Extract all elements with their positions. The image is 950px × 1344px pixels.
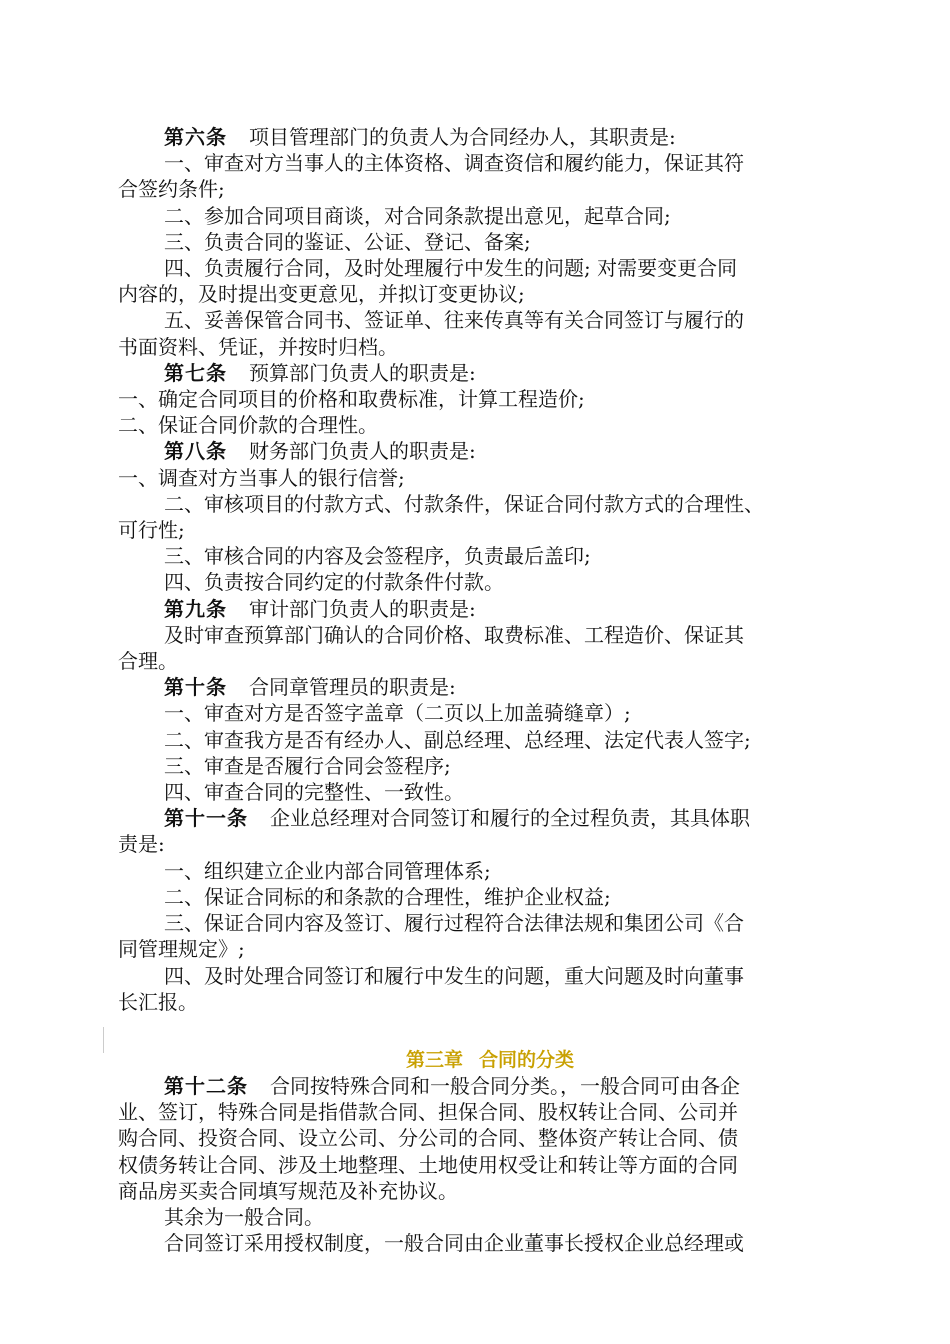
article-11-heading <box>118 805 858 831</box>
paragraph-line: 责是: <box>118 832 165 857</box>
paragraph-line: 一、组织建立企业内部合同管理体系; <box>164 858 491 883</box>
paragraph-line: 二、参加合同项目商谈，对合同条款提出意见，起草合同; <box>164 203 671 228</box>
article-intro: 合同章管理员的职责是: <box>249 675 456 700</box>
paragraph-line: 四、负责按合同约定的付款条件付款。 <box>164 570 504 595</box>
paragraph-line: 内容的，及时提出变更意见，并拟订变更协议; <box>118 282 525 307</box>
paragraph-line: 购合同、投资合同、设立公司、分公司的合同、整体资产转让合同、债 <box>118 1126 738 1151</box>
paragraph-line: 长汇报。 <box>118 989 198 1014</box>
chapter-number: 第三章 <box>405 1048 463 1071</box>
paragraph-line: 一、调查对方当事人的银行信誉; <box>118 465 405 490</box>
article-title: 第六条 <box>164 125 227 149</box>
paragraph-line: 二、保证合同价款的合理性。 <box>118 413 378 438</box>
article-intro: 合同按特殊合同和一般合同分类。，一般合同可由各企 <box>270 1073 740 1098</box>
article-8-heading <box>118 438 858 464</box>
article-title: 第八条 <box>164 439 227 464</box>
paragraph-line: 同管理规定》; <box>118 937 245 962</box>
article-7-heading <box>118 360 858 386</box>
article-title: 第十条 <box>164 675 227 700</box>
paragraph-line: 权债务转让合同、涉及土地整理、土地使用权受让和转让等方面的合同 <box>118 1152 738 1177</box>
paragraph-line: 一、审查对方当事人的主体资格、调查资信和履约能力，保证其符 <box>164 151 744 176</box>
margin-mark <box>103 1027 104 1053</box>
chapter-title: 合同的分类 <box>479 1048 575 1071</box>
paragraph-line: 三、负责合同的鉴证、公证、登记、备案; <box>164 229 531 254</box>
article-6-heading <box>118 124 858 150</box>
paragraph-line: 商品房买卖合同填写规范及补充协议。 <box>118 1178 458 1203</box>
paragraph-line: 三、审核合同的内容及会签程序，负责最后盖印; <box>164 544 591 569</box>
paragraph-line: 可行性; <box>118 518 185 543</box>
article-intro: 企业总经理对合同签订和履行的全过程负责，其具体职 <box>270 806 750 831</box>
paragraph-line: 三、审查是否履行合同会签程序; <box>164 753 451 778</box>
paragraph-line: 及时审查预算部门确认的合同价格、取费标准、工程造价、保证其 <box>164 622 744 647</box>
paragraph-line: 业、签订，特殊合同是指借款合同、担保合同、股权转让合同、公司并 <box>118 1100 738 1125</box>
paragraph-line: 书面资料、凭证，并按时归档。 <box>118 334 398 359</box>
article-intro: 预算部门负责人的职责是: <box>249 360 476 385</box>
paragraph-line: 合签约条件; <box>118 177 225 202</box>
paragraph-line: 四、审查合同的完整性、一致性。 <box>164 780 464 805</box>
paragraph-line: 一、确定合同项目的价格和取费标准，计算工程造价; <box>118 387 585 412</box>
paragraph-line: 二、审核项目的付款方式、付款条件，保证合同付款方式的合理性、 <box>164 491 764 516</box>
chapter-heading <box>118 1047 858 1073</box>
paragraph-line: 四、及时处理合同签订和履行中发生的问题，重大问题及时向董事 <box>164 963 744 988</box>
paragraph-line: 其余为一般合同。 <box>164 1204 324 1229</box>
document-body <box>118 124 858 1256</box>
article-12-heading <box>118 1073 858 1099</box>
paragraph-line: 一、审查对方是否签字盖章（二页以上加盖骑缝章）; <box>164 701 631 726</box>
article-title: 第七条 <box>164 360 227 385</box>
article-intro: 审计部门负责人的职责是: <box>249 596 476 621</box>
article-title: 第十二条 <box>164 1073 248 1098</box>
paragraph-line: 合理。 <box>118 649 178 674</box>
article-9-heading <box>118 596 858 622</box>
article-intro: 财务部门负责人的职责是: <box>249 439 476 464</box>
article-10-heading <box>118 674 858 700</box>
article-intro: 项目管理部门的负责人为合同经办人，其职责是: <box>249 125 676 149</box>
spacer <box>118 1015 858 1047</box>
paragraph-line: 三、保证合同内容及签订、履行过程符合法律法规和集团公司《合 <box>164 911 744 936</box>
paragraph-line: 五、妥善保管合同书、签证单、往来传真等有关合同签订与履行的 <box>164 308 744 333</box>
paragraph-line: 二、保证合同标的和条款的合理性，维护企业权益; <box>164 884 611 909</box>
article-title: 第十一条 <box>164 806 248 831</box>
paragraph-line: 四、负责履行合同，及时处理履行中发生的问题; 对需要变更合同 <box>164 256 738 281</box>
paragraph-line: 合同签订采用授权制度，一般合同由企业董事长授权企业总经理或 <box>164 1231 744 1256</box>
article-title: 第九条 <box>164 596 227 621</box>
paragraph-line: 二、审查我方是否有经办人、副总经理、总经理、法定代表人签字; <box>164 727 751 752</box>
